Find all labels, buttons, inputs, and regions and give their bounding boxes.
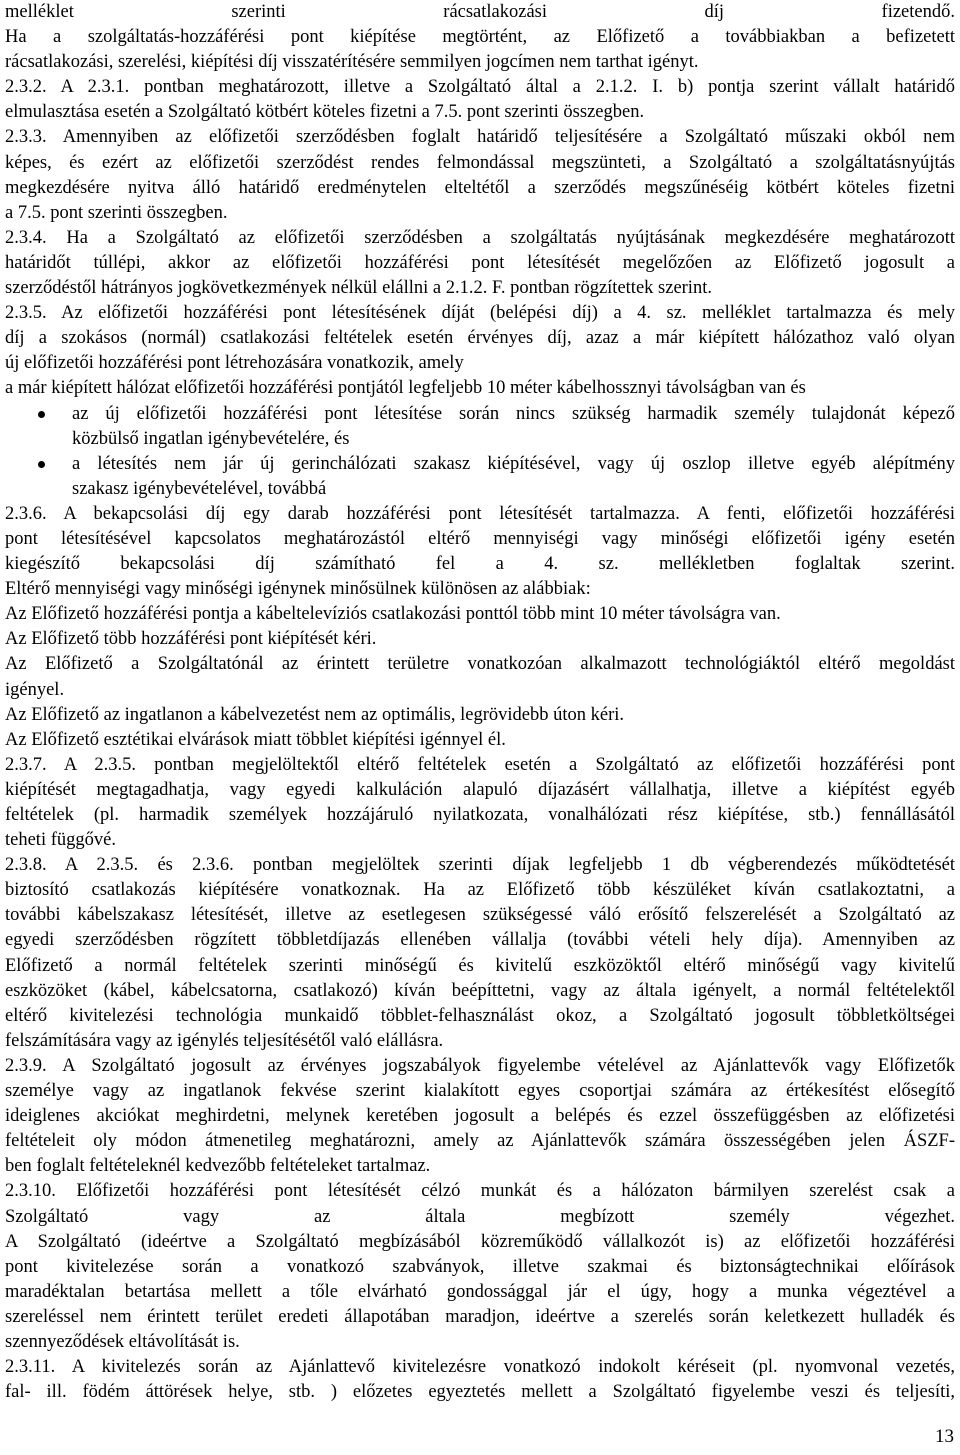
line-text: Az Előfizető az ingatlanon a kábelvezetést nem az optimális, legrövidebb úton kéri. — [5, 704, 625, 725]
text-line — [5, 1054, 955, 1079]
text-line — [5, 201, 955, 226]
bullet-dot-icon — [38, 402, 46, 427]
line-text: 2.3.6. A bekapcsolási díj egy darab hozzáférési pont létesítését tartalmazza. A fenti, előfizetői hozzáférési — [5, 503, 955, 524]
text-line — [5, 1079, 955, 1104]
bullet-item — [72, 452, 955, 477]
text-line — [5, 828, 955, 853]
line-text: Eltérő mennyiségi vagy minőségi igénynek minősülnek különösen az alábbiak: — [5, 579, 591, 600]
line-text: szakasz igénybevételével, továbbá — [72, 478, 327, 499]
line-text: fal- ill. födém áttörések helye, stb. ) előzetes egyeztetés mellett a Szolgáltató figyelembe veszi és teljesíti, — [5, 1382, 955, 1403]
line-text: A Szolgáltató (ideértve a Szolgáltató megbízásából közreműködő vállalkozót is) az előfizetői hozzáférési — [5, 1231, 955, 1252]
text-line — [5, 75, 955, 100]
line-text: szerződéstől hátrányos jogkövetkezmények nélkül elállni a 2.1.2. F. pontban rögzítettek szerint. — [5, 278, 712, 299]
text-line — [5, 1355, 955, 1380]
text-line — [5, 1380, 955, 1405]
text-line — [5, 552, 955, 577]
text-line — [5, 652, 955, 677]
text-line — [5, 678, 955, 703]
text-line — [5, 276, 955, 301]
line-text: 2.3.10. Előfizetői hozzáférési pont létesítését célzó munkát és a hálózaton bármilyen szerelést csak a — [5, 1181, 955, 1202]
line-text: 2.3.9. A Szolgáltató jogosult az érvényes jogszabályok figyelembe vételével az Ajánlattevők vagy Előfizetők — [5, 1055, 955, 1076]
line-text: egyedi szerződésben rögzített többletdíjazás ellenében vállalja (további vételi hely díja). Amennyiben az — [5, 930, 955, 951]
text-line — [5, 1179, 955, 1204]
line-text: felszámítására vagy az igénylés teljesítésétől való elállásra. — [5, 1030, 444, 1051]
line-text: Az Előfizető hozzáférési pontja a kábeltelevíziós csatlakozási ponttól több mint 10 méter távolságra van. — [5, 604, 781, 625]
line-text: kiegészítő bekapcsolási díj számítható fel a 4. sz. mellékletben foglaltak szerint. — [5, 554, 955, 575]
line-text: Ha a szolgáltatás-hozzáférési pont kiépítése megtörtént, az Előfizető a továbbiakban a befizetett — [5, 27, 955, 48]
text-line — [5, 1104, 955, 1129]
text-line — [5, 1029, 955, 1054]
line-text: igényel. — [5, 679, 65, 700]
text-line — [5, 577, 955, 602]
text-line — [5, 326, 955, 351]
text-line — [5, 376, 955, 401]
text-line — [5, 1280, 955, 1305]
line-text: 2.3.2. A 2.3.1. pontban meghatározott, illetve a Szolgáltató által a 2.1.2. I. b) pontja szerint vállalt határidő — [5, 77, 955, 98]
line-text: feltételeit oly módon átmenetileg meghatározni, amely az Ajánlattevők számára összességében jelen ÁSZF- — [5, 1131, 955, 1152]
text-line — [5, 1255, 955, 1280]
text-line — [5, 979, 955, 1004]
text-line — [5, 25, 955, 50]
line-text: Az Előfizető esztétikai elvárások miatt többlet kiépítési igénnyel él. — [5, 729, 506, 750]
text-line — [5, 1004, 955, 1029]
line-text: pont kivitelezése során a vonatkozó szabványok, illetve szakmai és biztonságtechnikai előírások — [5, 1256, 955, 1277]
text-line — [5, 928, 955, 953]
text-line — [5, 100, 955, 125]
line-text: pont létesítésével kapcsolatos meghatározástól eltérő mennyiségi vagy minőségi előfizetői igény esetén — [5, 528, 955, 549]
line-text: Előfizető a normál feltételek szerinti minőségű és kivitelű eszközöktől eltérő minőségű vagy kivitelű — [5, 955, 955, 976]
text-line — [5, 778, 955, 803]
line-text: a 7.5. pont szerinti összegben. — [5, 202, 228, 223]
bullet-item-continuation — [72, 427, 955, 452]
line-text: rácsatlakozási, szerelési, kiépítési díj visszatérítésére semmilyen jogcímen nem tarthat igényt. — [5, 52, 699, 73]
line-text: 2.3.7. A 2.3.5. pontban megjelöltektől eltérő feltételek esetén a Szolgáltató az előfizetői hozzáférési pont — [5, 754, 955, 775]
line-text: 2.3.5. Az előfizetői hozzáférési pont létesítésének díját (belépési díj) a 4. sz. melléklet tartalmazza és mely — [5, 303, 955, 324]
text-line — [5, 176, 955, 201]
text-line — [5, 728, 955, 753]
text-line — [5, 954, 955, 979]
line-text: Az Előfizető több hozzáférési pont kiépítését kéri. — [5, 629, 377, 650]
page-number: 13 — [935, 1426, 954, 1447]
text-line — [5, 527, 955, 552]
text-line — [5, 1205, 955, 1230]
line-text: a létesítés nem jár új gerinchálózati szakasz kiépítésével, vagy új oszlop illetve egyéb alépítmény — [72, 453, 955, 474]
text-line — [5, 703, 955, 728]
text-line — [5, 226, 955, 251]
line-text: melléklet szerinti rácsatlakozási díj fizetendő. — [5, 2, 955, 22]
document-body — [5, 0, 955, 1405]
text-line — [5, 301, 955, 326]
line-text: határidőt túllépi, akkor az előfizetői hozzáférési pont létesítését megelőzően az Előfizető jogosult a — [5, 252, 955, 273]
line-text: 2.3.3. Amennyiben az előfizetői szerződésben foglalt határidő teljesítésére a Szolgáltató műszaki okból nem — [5, 127, 955, 148]
line-text: elmulasztása esetén a Szolgáltató kötbért köteles fizetni a 7.5. pont szerinti összegben. — [5, 102, 645, 123]
text-line — [5, 1330, 955, 1355]
line-text: személye vagy az ingatlanok fekvése szerint kialakított egyes csoportjai számára az értékesítést elősegítő — [5, 1081, 955, 1102]
text-line — [5, 50, 955, 75]
text-line — [5, 803, 955, 828]
line-text: kiépítését megtagadhatja, vagy egyedi kalkuláción alapuló díjazásért vállalhatja, illetve a kiépítést egyéb — [5, 779, 955, 800]
line-text: szennyeződések eltávolítását is. — [5, 1331, 240, 1352]
line-text: eszközöket (kábel, kábelcsatorna, csatlakozó) kíván beépíttetni, vagy az általa igényelt, a normál feltételektől — [5, 980, 955, 1001]
bullet-item-continuation — [72, 477, 955, 502]
line-text: eltérő kivitelezési technológia munkaidő többlet-felhasználást okoz, a Szolgáltató jogosult többletköltségei — [5, 1005, 955, 1026]
line-text: 2.3.11. A kivitelezés során az Ajánlattevő kivitelezésre vonatkozó indokolt kéréseit (pl. nyomvonal vezetés, — [5, 1357, 955, 1378]
line-text: új előfizetői hozzáférési pont létrehozására vonatkozik, amely — [5, 353, 464, 374]
line-text: képes, és ezért az előfizetői szerződést rendes felmondással megszünteti, a Szolgáltató a szolgáltatásnyújtás — [5, 152, 955, 173]
text-line — [5, 1230, 955, 1255]
text-line — [5, 878, 955, 903]
line-text: Szolgáltató vagy az általa megbízott személy végezhet. — [5, 1206, 955, 1227]
text-line — [5, 151, 955, 176]
text-line — [5, 627, 955, 652]
line-text: ideiglenes akciókat meghirdetni, melynek keretében jogosult a belépés és ezzel összefüggésben az előfizetési — [5, 1106, 955, 1127]
line-text: biztosító csatlakozás kiépítésére vonatkoznak. Ha az Előfizető több készüléket kíván csatlakoztatni, a — [5, 880, 955, 901]
text-line — [5, 125, 955, 150]
text-line — [5, 1305, 955, 1330]
line-text: az új előfizetői hozzáférési pont létesítése során nincs szükség harmadik személy tulajdonát képező — [72, 403, 955, 424]
text-line — [5, 1154, 955, 1179]
line-text: 2.3.8. A 2.3.5. és 2.3.6. pontban megjelöltek szerinti díjak legfeljebb 1 db végberendezés működtetését — [5, 855, 955, 876]
line-text: további kábelszakasz létesítését, illetve az esetlegesen szükségessé váló erősítő felszerelését a Szolgáltató az — [5, 905, 955, 926]
text-line — [5, 351, 955, 376]
line-text: közbülső ingatlan igénybevételére, és — [72, 428, 350, 449]
text-line — [5, 502, 955, 527]
line-text: szereléssel nem érintett terület eredeti állapotában maradjon, ideértve a szerelés során keletkezett hulladék és — [5, 1306, 955, 1327]
text-line — [5, 0, 955, 25]
text-line — [5, 251, 955, 276]
text-line — [5, 602, 955, 627]
line-text: díj a szokásos (normál) csatlakozási feltételek esetén érvényes díj, azaz a már kiépített hálózathoz való olyan — [5, 328, 955, 349]
text-line — [5, 1129, 955, 1154]
line-text: maradéktalan betartása mellett a tőle elvárható gondossággal jár el úgy, hogy a munka végeztével a — [5, 1281, 955, 1302]
line-text: 2.3.4. Ha a Szolgáltató az előfizetői szerződésben a szolgáltatás nyújtásának megkezdésére meghatározott — [5, 227, 955, 248]
text-line — [5, 903, 955, 928]
line-text: feltételek (pl. harmadik személyek hozzájáruló nyilatkozata, vonalhálózati rész kiépítése, stb.) fennállásától — [5, 805, 955, 825]
text-line — [5, 753, 955, 778]
line-text: megkezdésére nyitva álló határidő eredménytelen elteltétől a szerződés megszűnéséig kötbért köteles fizetni — [5, 177, 955, 198]
text-line — [5, 853, 955, 878]
line-text: a már kiépített hálózat előfizetői hozzáférési pontjától legfeljebb 10 méter kábelhossznyi távolságban van és — [5, 378, 806, 399]
line-text: teheti függővé. — [5, 830, 116, 851]
line-text: Az Előfizető a Szolgáltatónál az érintett területre vonatkozóan alkalmazott technológiáktól eltérő megoldást — [5, 654, 955, 675]
bullet-item — [72, 402, 955, 427]
bullet-dot-icon — [38, 452, 46, 477]
line-text: ben foglalt feltételeknél kedvezőbb feltételeket tartalmaz. — [5, 1156, 431, 1177]
